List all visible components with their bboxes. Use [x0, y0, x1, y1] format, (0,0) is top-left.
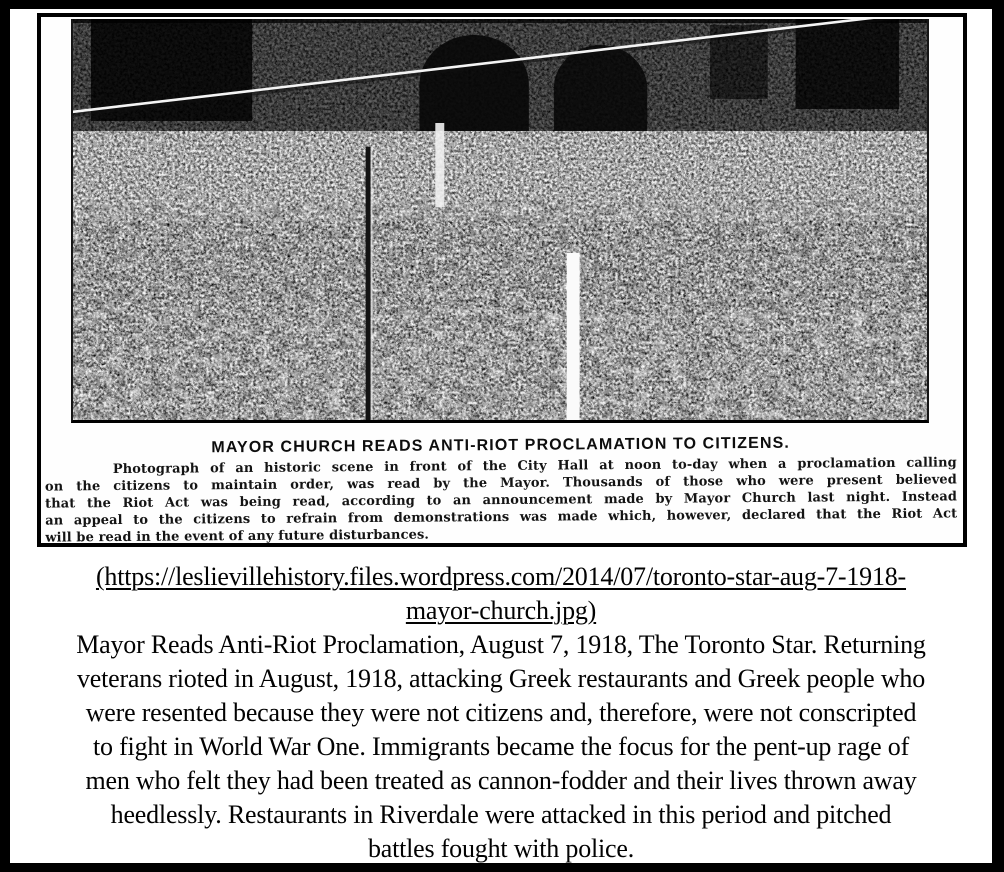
lower-text-block: [10, 560, 992, 866]
caption-line: Photograph of an historic scene in front of the City Hall at noon to-day when a proclamation calling: [112, 455, 957, 478]
caption-headline: MAYOR CHURCH READS ANTI-RIOT PROCLAMATION TO CITIZENS.: [211, 434, 790, 457]
halftone-photo-art: [73, 19, 927, 420]
crowd-foreground-hats: [73, 314, 927, 420]
dark-flagpole: [366, 147, 371, 420]
description-line: to fight in World War One. Immigrants became the focus for the pent-up rage of: [92, 732, 910, 761]
white-post-tall: [567, 253, 580, 420]
caption-line: an appeal to the citizens to refrain from demonstrations was made which, however, declared that the Riot Act: [45, 506, 958, 529]
caption-line: will be read in the event of any future disturbances.: [45, 527, 430, 546]
description-line: veterans rioted in August, 1918, attacking Greek restaurants and Greek people who: [76, 664, 926, 693]
description-line: were resented because they were not citizens and, therefore, were not conscripted: [85, 698, 917, 727]
citation-link[interactable]: [10, 560, 992, 628]
citation-line[interactable]: mayor-church.jpg): [405, 596, 597, 625]
crowd-photograph: [71, 19, 929, 423]
description-paragraph: [10, 628, 992, 866]
photo-top-edge: [73, 19, 927, 23]
newspaper-clipping: [37, 13, 967, 547]
building-window: [796, 19, 900, 109]
description-line: men who felt they had been treated as cannon-fodder and their lives thrown away: [85, 766, 917, 795]
building-arch: [419, 35, 528, 131]
citation-line[interactable]: (https://leslievillehistory.files.wordpress.com/2014/07/toronto-star-aug-7-1918-: [95, 562, 907, 591]
description-line: Mayor Reads Anti-Riot Proclamation, August 7, 1918, The Toronto Star. Returning: [76, 630, 926, 659]
description-line: battles fought with police.: [367, 834, 635, 863]
steps-band: [73, 131, 927, 221]
white-post-short: [435, 123, 444, 207]
flagpole-highlight: [371, 147, 373, 420]
caption-line: that the Riot Act was being read, according to an announcement made by Mayor Church last night. Instead: [45, 489, 958, 512]
clipping-caption: [45, 433, 958, 546]
description-line: heedlessly. Restaurants in Riverdale were attacked in this period and pitched: [110, 800, 892, 829]
caption-line: on the citizens to maintain order, was read by the Mayor. Thousands of those who were present believed: [44, 472, 957, 495]
